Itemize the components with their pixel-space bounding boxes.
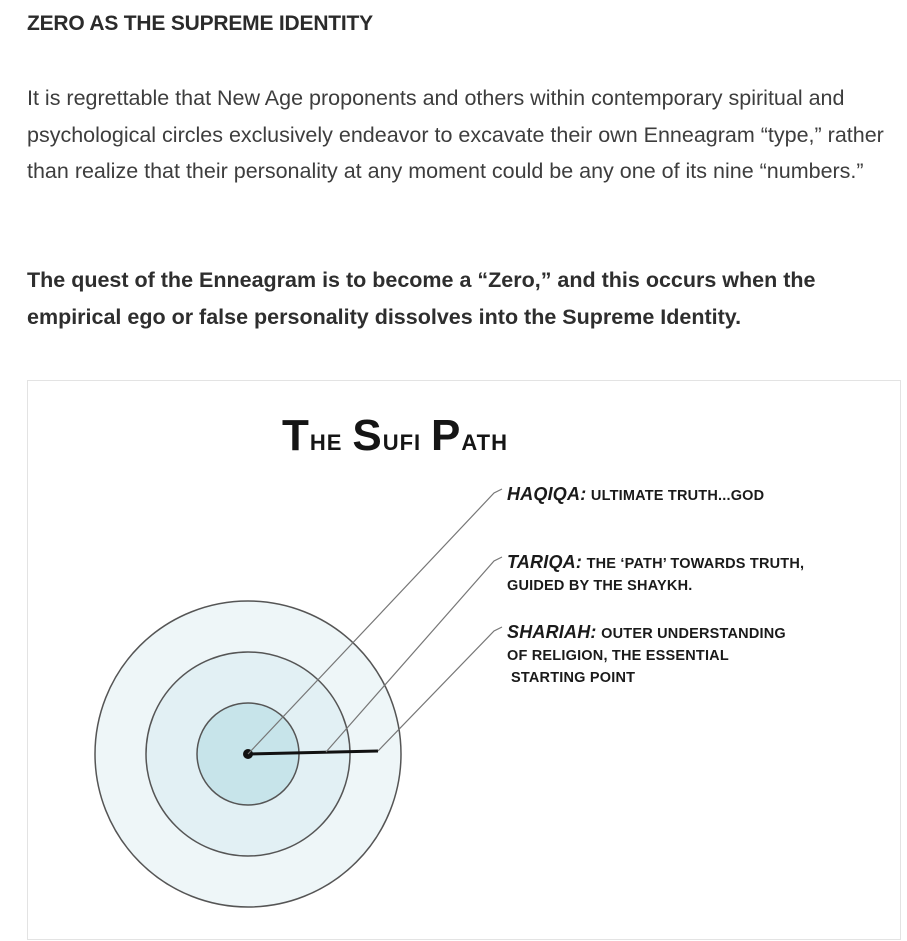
label-tariqa [507,551,804,597]
label-desc: STARTING POINT [511,670,636,686]
label-term: TARIQA: [507,552,583,572]
label-desc: THE ‘PATH’ TOWARDS TRUTH, [586,556,805,572]
label-haqiqa [507,483,764,507]
label-desc: GUIDED BY THE SHAYKH. [507,578,693,594]
leader-line-shariah [378,627,502,751]
sufi-path-figure [27,380,901,940]
label-desc: ULTIMATE TRUTH...GOD [590,488,765,504]
emphasis-paragraph: The quest of the Enneagram is to become a “Zero,” and this occurs when the empirical ego or false personality dissolves into the Supreme Identity. [27,268,816,329]
label-term: SHARIAH: [507,622,597,642]
section-heading: ZERO AS THE SUPREME IDENTITY [27,12,373,35]
label-desc: OF RELIGION, THE ESSENTIAL [507,648,729,664]
figure-title: The Sufi Path [282,411,508,460]
label-shariah [507,621,786,689]
label-desc: OUTER UNDERSTANDING [601,626,786,642]
body-paragraph: It is regrettable that New Age proponents and others within contemporary spiritual and psychological circles exclusively endeavor to excavate their own Enneagram “type,” rather than realize that their personality at any moment could be any one of its nine “numbers.” [27,86,884,183]
label-term: HAQIQA: [507,484,587,504]
